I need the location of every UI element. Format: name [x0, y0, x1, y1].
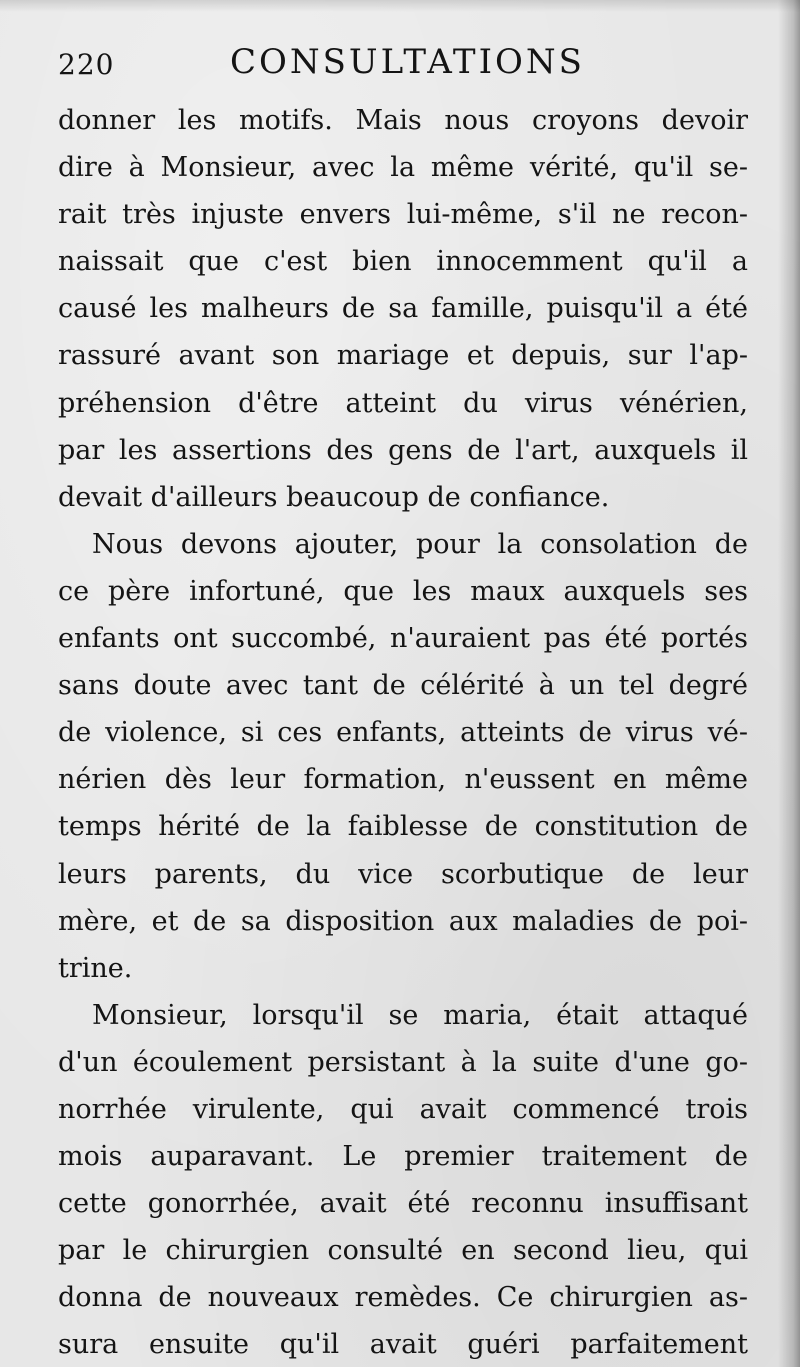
text-line: dire à Monsieur, avec la même vérité, qu'il se- [58, 152, 748, 184]
text-line: temps hérité de la faiblesse de constitution de [58, 811, 748, 843]
text-line: d'un écoulement persistant à la suite d'une go- [58, 1046, 748, 1078]
page-gutter-shadow [778, 0, 800, 1367]
text-line: trine. [58, 952, 133, 984]
body-text [58, 97, 748, 1367]
page-number: 220 [58, 48, 115, 81]
text-line: rait très injuste envers lui-même, s'il ne recon- [58, 199, 748, 231]
running-head: CONSULTATIONS [230, 42, 585, 82]
text-line: donner les motifs. Mais nous croyons devoir [58, 105, 748, 136]
text-line: par le chirurgien consulté en second lieu, qui [58, 1235, 748, 1267]
text-line: de violence, si ces enfants, atteints de virus vé- [58, 717, 748, 749]
text-line: Monsieur, lorsqu'il se maria, était attaqué [92, 999, 748, 1031]
text-line: sura ensuite qu'il avait guéri parfaitement [58, 1329, 748, 1361]
text-line: leurs parents, du vice scorbutique de leur [58, 858, 748, 890]
text-line: enfants ont succombé, n'auraient pas été portés [58, 623, 748, 655]
text-line: causé les malheurs de sa famille, puisqu'il a été [58, 293, 748, 325]
paragraph-1 [58, 97, 748, 521]
text-line: donna de nouveaux remèdes. Ce chirurgien as- [58, 1282, 748, 1314]
text-line: cette gonorrhée, avait été reconnu insuffisant [58, 1188, 748, 1220]
paragraph-2 [58, 521, 748, 992]
text-line: naissait que c'est bien innocemment qu'il a [58, 246, 748, 278]
paragraph-3 [58, 992, 748, 1367]
text-line: ce père infortuné, que les maux auxquels ses [58, 575, 748, 607]
text-line: sans doute avec tant de célérité à un tel degré [58, 670, 748, 702]
page-header [58, 40, 770, 86]
text-line: nérien dès leur formation, n'eussent en même [58, 764, 748, 796]
text-line: rassuré avant son mariage et depuis, sur l'ap- [58, 340, 748, 372]
page-top-shadow [0, 0, 800, 12]
text-line: norrhée virulente, qui avait commencé trois [58, 1093, 748, 1125]
text-line: préhension d'être atteint du virus vénérien, [58, 387, 748, 419]
text-line: par les assertions des gens de l'art, auxquels il [58, 434, 748, 466]
text-line: Nous devons ajouter, pour la consolation de [92, 528, 748, 560]
text-line: devait d'ailleurs beaucoup de confiance. [58, 481, 610, 513]
text-line: mère, et de sa disposition aux maladies de poi- [58, 905, 748, 937]
text-line: mois auparavant. Le premier traitement de [58, 1141, 748, 1173]
